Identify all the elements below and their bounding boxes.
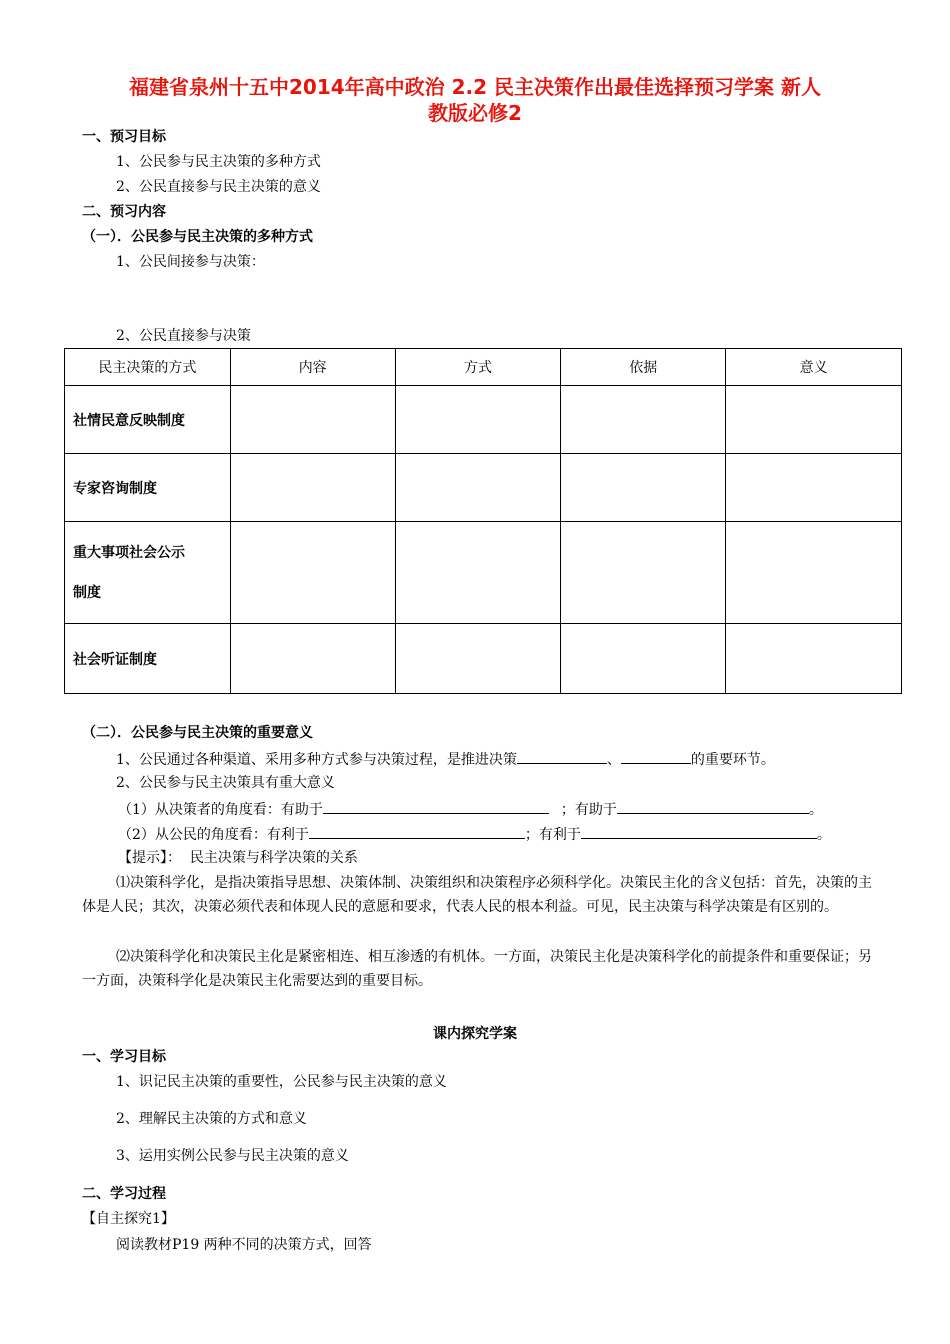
table-cell[interactable] xyxy=(395,454,561,522)
table-header-cell: 内容 xyxy=(230,349,395,386)
table-cell[interactable] xyxy=(230,454,395,522)
inclass-goals-heading: 一、学习目标 xyxy=(82,1049,166,1065)
row-label: 社情民意反映制度 xyxy=(65,386,231,454)
table-row xyxy=(65,454,902,522)
point-1-separator: 、 xyxy=(606,752,621,768)
fill-blank[interactable] xyxy=(323,799,549,814)
direct-participation-item: 2、公民直接参与决策 xyxy=(116,328,251,344)
preview-goals-heading: 一、预习目标 xyxy=(82,129,166,145)
table-cell[interactable] xyxy=(726,386,902,454)
inclass-process-heading: 二、学习过程 xyxy=(82,1186,166,1202)
table-cell[interactable] xyxy=(561,522,726,624)
hint-paragraph-1: ⑴决策科学化，是指决策指导思想、决策体制、决策组织和决策程序必须科学化。决策民主化的含义包括：首先，决策的主体是人民；其次，决策必须代表和体现人民的意愿和要求，代表人民的根本利益。可见，民主决策与科学决策是有区别的。 xyxy=(82,875,872,915)
point-3-text-b: ；有助于 xyxy=(560,802,617,818)
title-line-2: 教版必修2 xyxy=(428,101,522,125)
table-header-cell: 依据 xyxy=(561,349,726,386)
fill-blank[interactable] xyxy=(581,824,817,839)
table-header-cell: 意义 xyxy=(726,349,902,386)
inclass-title: 课内探究学案 xyxy=(433,1026,517,1042)
table-cell[interactable] xyxy=(395,386,561,454)
table-row xyxy=(65,386,902,454)
inclass-goal-3: 3、运用实例公民参与民主决策的意义 xyxy=(116,1148,349,1164)
self-explore-text: 阅读教材P19 两种不同的决策方式，回答 xyxy=(116,1237,372,1253)
fill-blank[interactable] xyxy=(309,824,525,839)
hint-line xyxy=(118,849,358,867)
table-header-cell: 方式 xyxy=(395,349,561,386)
table-cell[interactable] xyxy=(561,624,726,694)
table-header-row xyxy=(65,349,902,386)
significance-point-3 xyxy=(118,799,823,819)
table-cell[interactable] xyxy=(726,624,902,694)
table-cell[interactable] xyxy=(395,522,561,624)
table-cell[interactable] xyxy=(561,386,726,454)
point-1-text-b: 的重要环节。 xyxy=(690,752,775,768)
point-3-end: 。 xyxy=(808,802,823,818)
decision-methods-table xyxy=(64,348,902,694)
significance-point-2: 2、公民参与民主决策具有重大意义 xyxy=(116,775,335,791)
preview-goal-2: 2、公民直接参与民主决策的意义 xyxy=(116,179,321,195)
table-cell[interactable] xyxy=(395,624,561,694)
preview-goal-1: 1、公民参与民主决策的多种方式 xyxy=(116,154,321,170)
table-cell[interactable] xyxy=(726,454,902,522)
table-cell[interactable] xyxy=(230,624,395,694)
fill-blank[interactable] xyxy=(517,749,607,764)
hint-paragraph-2: ⑵决策科学化和决策民主化是紧密相连、相互渗透的有机体。一方面，决策民主化是决策科学化的前提条件和重要保证；另一方面，决策科学化是决策民主化需要达到的重要目标。 xyxy=(82,949,872,989)
table-cell[interactable] xyxy=(561,454,726,522)
row-label xyxy=(65,522,231,624)
table-row xyxy=(65,624,902,694)
hint-label: 【提示】： xyxy=(118,850,181,866)
subsection-1-heading: （一）．公民参与民主决策的多种方式 xyxy=(82,229,313,245)
row-label: 社会听证制度 xyxy=(65,624,231,694)
table-cell[interactable] xyxy=(230,522,395,624)
row-label-line-1: 重大事项社会公示 xyxy=(73,544,185,561)
significance-point-1 xyxy=(116,749,775,769)
hint-title: 民主决策与科学决策的关系 xyxy=(189,850,358,866)
point-4-text-a: （2）从公民的角度看：有利于 xyxy=(118,827,309,843)
inclass-goal-2: 2、理解民主决策的方式和意义 xyxy=(116,1111,307,1127)
point-4-text-b: ；有利于 xyxy=(524,827,581,843)
table-cell[interactable] xyxy=(230,386,395,454)
point-3-text-a: （1）从决策者的角度看：有助于 xyxy=(118,802,323,818)
significance-point-4 xyxy=(118,824,831,844)
indirect-participation-item: 1、公民间接参与决策： xyxy=(116,254,265,270)
point-1-text-a: 1、公民通过各种渠道、采用多种方式参与决策过程，是推进决策 xyxy=(116,752,517,768)
table-cell[interactable] xyxy=(726,522,902,624)
preview-content-heading: 二、预习内容 xyxy=(82,204,166,220)
document-title xyxy=(60,74,890,126)
point-4-end: 。 xyxy=(816,827,831,843)
subsection-2-heading: （二）．公民参与民主决策的重要意义 xyxy=(82,725,313,741)
table-header-cell: 民主决策的方式 xyxy=(65,349,231,386)
row-label-line-2: 制度 xyxy=(73,584,101,601)
title-line-1: 福建省泉州十五中2014年高中政治 2.2 民主决策作出最佳选择预习学案 新人 xyxy=(129,75,821,99)
fill-blank[interactable] xyxy=(621,749,691,764)
fill-blank[interactable] xyxy=(617,799,809,814)
inclass-goal-1: 1、识记民主决策的重要性，公民参与民主决策的意义 xyxy=(116,1074,447,1090)
self-explore-label: 【自主探究1】 xyxy=(82,1211,175,1227)
table-row xyxy=(65,522,902,624)
row-label: 专家咨询制度 xyxy=(65,454,231,522)
